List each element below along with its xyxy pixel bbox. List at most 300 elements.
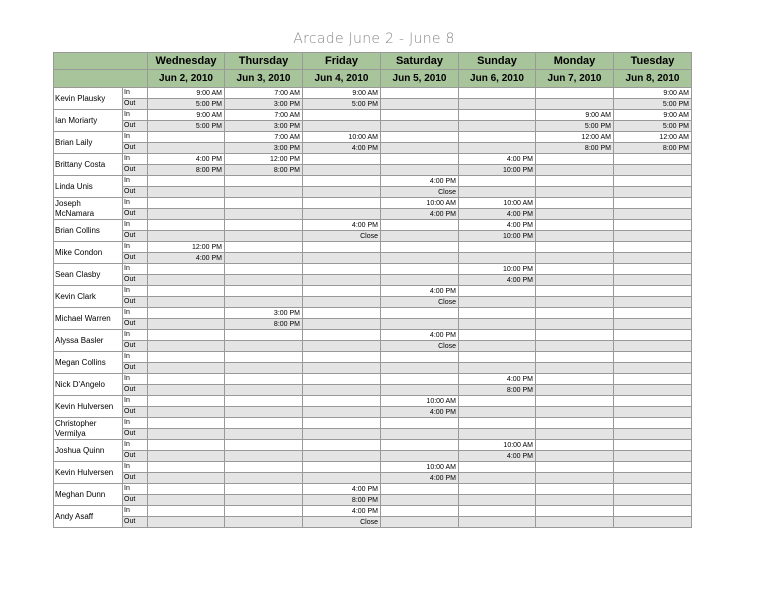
time-cell	[148, 396, 225, 407]
time-cell: 4:00 PM	[459, 374, 536, 385]
time-cell	[303, 110, 381, 121]
time-cell	[459, 495, 536, 506]
employee-out-row	[54, 363, 692, 374]
in-label: In	[123, 198, 148, 209]
employee-name: Kevin Plausky	[54, 88, 123, 110]
time-cell	[614, 319, 692, 330]
time-cell	[459, 308, 536, 319]
employee-out-row	[54, 165, 692, 176]
in-label: In	[123, 308, 148, 319]
time-cell	[536, 176, 614, 187]
in-label: In	[123, 330, 148, 341]
time-cell: 8:00 PM	[225, 165, 303, 176]
time-cell	[614, 154, 692, 165]
time-cell	[148, 176, 225, 187]
employee-name: Nick D'Angelo	[54, 374, 123, 396]
time-cell: 4:00 PM	[381, 473, 459, 484]
time-cell	[459, 286, 536, 297]
time-cell	[148, 341, 225, 352]
time-cell	[381, 451, 459, 462]
time-cell	[148, 363, 225, 374]
time-cell	[381, 308, 459, 319]
time-cell: 4:00 PM	[303, 506, 381, 517]
employee-out-row	[54, 297, 692, 308]
time-cell	[381, 517, 459, 528]
time-cell	[148, 352, 225, 363]
time-cell: 4:00 PM	[381, 407, 459, 418]
time-cell	[303, 264, 381, 275]
time-cell	[225, 253, 303, 264]
time-cell	[225, 385, 303, 396]
time-cell	[536, 319, 614, 330]
time-cell	[148, 473, 225, 484]
time-cell	[614, 297, 692, 308]
time-cell	[459, 319, 536, 330]
time-cell	[614, 407, 692, 418]
time-cell	[459, 352, 536, 363]
time-cell	[381, 121, 459, 132]
time-cell	[536, 198, 614, 209]
employee-in-row	[54, 506, 692, 517]
time-cell	[536, 451, 614, 462]
time-cell: 12:00 AM	[536, 132, 614, 143]
time-cell: 5:00 PM	[148, 99, 225, 110]
employee-name: Alyssa Basler	[54, 330, 123, 352]
time-cell	[459, 143, 536, 154]
time-cell	[303, 473, 381, 484]
time-cell	[225, 429, 303, 440]
out-label: Out	[123, 121, 148, 132]
time-cell	[225, 352, 303, 363]
time-cell	[225, 495, 303, 506]
out-label: Out	[123, 473, 148, 484]
time-cell: 8:00 PM	[459, 385, 536, 396]
time-cell: 3:00 PM	[225, 121, 303, 132]
in-label: In	[123, 418, 148, 429]
time-cell	[536, 396, 614, 407]
time-cell	[536, 407, 614, 418]
time-cell	[303, 385, 381, 396]
time-cell	[148, 429, 225, 440]
time-cell	[536, 440, 614, 451]
time-cell	[614, 176, 692, 187]
time-cell	[536, 484, 614, 495]
time-cell	[148, 132, 225, 143]
time-cell	[381, 385, 459, 396]
time-cell	[225, 363, 303, 374]
time-cell	[303, 374, 381, 385]
time-cell	[459, 341, 536, 352]
time-cell	[225, 198, 303, 209]
time-cell	[614, 330, 692, 341]
employee-in-row	[54, 176, 692, 187]
employee-in-row	[54, 352, 692, 363]
time-cell	[148, 385, 225, 396]
date-header: Jun 5, 2010	[381, 70, 459, 88]
time-cell	[381, 165, 459, 176]
time-cell	[381, 264, 459, 275]
time-cell	[303, 462, 381, 473]
date-header-row	[54, 70, 692, 88]
day-header: Saturday	[381, 53, 459, 70]
time-cell	[536, 352, 614, 363]
time-cell	[459, 253, 536, 264]
time-cell	[381, 352, 459, 363]
time-cell	[225, 451, 303, 462]
time-cell	[614, 275, 692, 286]
time-cell	[148, 374, 225, 385]
corner-cell	[54, 70, 148, 88]
time-cell	[459, 396, 536, 407]
time-cell	[381, 253, 459, 264]
employee-in-row	[54, 286, 692, 297]
employee-in-row	[54, 220, 692, 231]
day-header: Monday	[536, 53, 614, 70]
time-cell	[614, 220, 692, 231]
in-label: In	[123, 374, 148, 385]
employee-in-row	[54, 462, 692, 473]
time-cell	[459, 110, 536, 121]
time-cell	[148, 308, 225, 319]
time-cell	[536, 517, 614, 528]
in-label: In	[123, 484, 148, 495]
out-label: Out	[123, 143, 148, 154]
time-cell	[614, 187, 692, 198]
time-cell	[303, 297, 381, 308]
time-cell	[614, 396, 692, 407]
time-cell	[381, 220, 459, 231]
time-cell	[614, 264, 692, 275]
time-cell	[148, 187, 225, 198]
employee-in-row	[54, 308, 692, 319]
time-cell	[536, 429, 614, 440]
page-title: Arcade June 2 - June 8	[293, 31, 455, 47]
time-cell	[381, 440, 459, 451]
employee-name: Megan Collins	[54, 352, 123, 374]
in-label: In	[123, 352, 148, 363]
time-cell	[381, 506, 459, 517]
out-label: Out	[123, 275, 148, 286]
employee-name: Brian Laily	[54, 132, 123, 154]
time-cell	[303, 176, 381, 187]
time-cell: 10:00 PM	[459, 264, 536, 275]
time-cell	[459, 429, 536, 440]
in-label: In	[123, 286, 148, 297]
time-cell	[303, 308, 381, 319]
time-cell: 9:00 AM	[148, 110, 225, 121]
time-cell	[536, 165, 614, 176]
time-cell	[614, 352, 692, 363]
time-cell	[303, 154, 381, 165]
employee-out-row	[54, 429, 692, 440]
employee-out-row	[54, 253, 692, 264]
time-cell	[381, 319, 459, 330]
time-cell	[536, 506, 614, 517]
employee-name: Michael Warren	[54, 308, 123, 330]
time-cell: 4:00 PM	[381, 330, 459, 341]
day-header-row	[54, 53, 692, 70]
time-cell	[614, 418, 692, 429]
time-cell	[225, 506, 303, 517]
time-cell	[148, 231, 225, 242]
out-label: Out	[123, 363, 148, 374]
time-cell	[614, 253, 692, 264]
time-cell	[536, 286, 614, 297]
time-cell: 8:00 PM	[536, 143, 614, 154]
time-cell	[459, 176, 536, 187]
out-label: Out	[123, 319, 148, 330]
time-cell	[303, 418, 381, 429]
in-label: In	[123, 506, 148, 517]
in-label: In	[123, 132, 148, 143]
time-cell	[225, 484, 303, 495]
date-header: Jun 8, 2010	[614, 70, 692, 88]
time-cell	[614, 341, 692, 352]
time-cell	[536, 154, 614, 165]
time-cell	[225, 374, 303, 385]
time-cell	[381, 99, 459, 110]
time-cell	[148, 462, 225, 473]
day-header: Wednesday	[148, 53, 225, 70]
employee-name: Brian Collins	[54, 220, 123, 242]
time-cell: 4:00 PM	[148, 154, 225, 165]
out-label: Out	[123, 407, 148, 418]
employee-in-row	[54, 396, 692, 407]
time-cell	[148, 286, 225, 297]
time-cell	[148, 297, 225, 308]
time-cell	[381, 429, 459, 440]
time-cell	[381, 275, 459, 286]
time-cell	[381, 418, 459, 429]
time-cell	[536, 231, 614, 242]
time-cell	[148, 275, 225, 286]
time-cell	[225, 297, 303, 308]
time-cell	[459, 99, 536, 110]
out-label: Out	[123, 253, 148, 264]
day-header: Thursday	[225, 53, 303, 70]
in-label: In	[123, 88, 148, 99]
time-cell: 7:00 AM	[225, 110, 303, 121]
employee-in-row	[54, 132, 692, 143]
employee-out-row	[54, 473, 692, 484]
time-cell	[225, 209, 303, 220]
time-cell	[459, 484, 536, 495]
time-cell	[148, 198, 225, 209]
employee-out-row	[54, 341, 692, 352]
out-label: Out	[123, 451, 148, 462]
time-cell: 7:00 AM	[225, 132, 303, 143]
time-cell	[536, 385, 614, 396]
employee-name: Brittany Costa	[54, 154, 123, 176]
time-cell	[225, 407, 303, 418]
employee-in-row	[54, 198, 692, 209]
time-cell	[381, 143, 459, 154]
out-label: Out	[123, 231, 148, 242]
time-cell	[148, 143, 225, 154]
employee-name: Andy Asaff	[54, 506, 123, 528]
time-cell: 8:00 PM	[225, 319, 303, 330]
time-cell	[225, 440, 303, 451]
time-cell: 9:00 AM	[614, 110, 692, 121]
time-cell	[614, 385, 692, 396]
employee-out-row	[54, 451, 692, 462]
time-cell	[148, 407, 225, 418]
time-cell: 10:00 AM	[381, 396, 459, 407]
time-cell	[614, 198, 692, 209]
employee-name: Ian Moriarty	[54, 110, 123, 132]
date-header: Jun 7, 2010	[536, 70, 614, 88]
time-cell	[459, 517, 536, 528]
employee-name: Kevin Clark	[54, 286, 123, 308]
in-label: In	[123, 396, 148, 407]
time-cell	[303, 429, 381, 440]
time-cell	[225, 418, 303, 429]
time-cell: 4:00 PM	[303, 220, 381, 231]
time-cell: Close	[381, 187, 459, 198]
out-label: Out	[123, 385, 148, 396]
employee-out-row	[54, 231, 692, 242]
time-cell	[225, 330, 303, 341]
time-cell	[148, 495, 225, 506]
employee-in-row	[54, 88, 692, 99]
day-header: Tuesday	[614, 53, 692, 70]
out-label: Out	[123, 517, 148, 528]
out-label: Out	[123, 429, 148, 440]
time-cell	[303, 209, 381, 220]
time-cell	[614, 473, 692, 484]
time-cell	[536, 473, 614, 484]
time-cell	[148, 440, 225, 451]
time-cell	[459, 132, 536, 143]
time-cell	[536, 99, 614, 110]
time-cell: 3:00 PM	[225, 99, 303, 110]
time-cell: 4:00 PM	[381, 176, 459, 187]
time-cell: 4:00 PM	[303, 484, 381, 495]
time-cell: 3:00 PM	[225, 143, 303, 154]
employee-in-row	[54, 418, 692, 429]
time-cell: 9:00 AM	[536, 110, 614, 121]
time-cell: Close	[381, 341, 459, 352]
time-cell	[614, 462, 692, 473]
employee-out-row	[54, 209, 692, 220]
time-cell	[303, 121, 381, 132]
time-cell	[536, 374, 614, 385]
time-cell: 4:00 PM	[148, 253, 225, 264]
time-cell	[536, 363, 614, 374]
time-cell: 10:00 AM	[381, 198, 459, 209]
time-cell	[303, 198, 381, 209]
employee-out-row	[54, 517, 692, 528]
time-cell: 8:00 PM	[303, 495, 381, 506]
time-cell	[148, 418, 225, 429]
time-cell: 4:00 PM	[459, 220, 536, 231]
in-label: In	[123, 220, 148, 231]
time-cell	[614, 517, 692, 528]
time-cell	[614, 165, 692, 176]
time-cell	[614, 440, 692, 451]
time-cell	[225, 473, 303, 484]
time-cell	[381, 154, 459, 165]
out-label: Out	[123, 297, 148, 308]
time-cell	[303, 341, 381, 352]
time-cell	[225, 341, 303, 352]
employee-name: Meghan Dunn	[54, 484, 123, 506]
in-label: In	[123, 110, 148, 121]
time-cell	[225, 231, 303, 242]
time-cell	[536, 242, 614, 253]
time-cell: 12:00 PM	[148, 242, 225, 253]
in-label: In	[123, 154, 148, 165]
time-cell	[303, 253, 381, 264]
time-cell	[536, 495, 614, 506]
time-cell	[614, 495, 692, 506]
time-cell	[459, 363, 536, 374]
time-cell: 10:00 PM	[459, 165, 536, 176]
time-cell	[614, 506, 692, 517]
time-cell	[148, 330, 225, 341]
time-cell	[536, 308, 614, 319]
time-cell	[381, 231, 459, 242]
time-cell	[381, 242, 459, 253]
time-cell: 4:00 PM	[459, 275, 536, 286]
time-cell: 4:00 PM	[459, 209, 536, 220]
time-cell	[148, 220, 225, 231]
time-cell	[536, 209, 614, 220]
time-cell: 5:00 PM	[614, 121, 692, 132]
out-label: Out	[123, 187, 148, 198]
time-cell	[303, 440, 381, 451]
time-cell	[536, 187, 614, 198]
time-cell	[614, 429, 692, 440]
time-cell	[614, 451, 692, 462]
time-cell	[225, 517, 303, 528]
in-label: In	[123, 176, 148, 187]
time-cell: 8:00 PM	[614, 143, 692, 154]
employee-name: Linda Unis	[54, 176, 123, 198]
out-label: Out	[123, 165, 148, 176]
time-cell	[148, 209, 225, 220]
employee-in-row	[54, 154, 692, 165]
time-cell	[459, 88, 536, 99]
time-cell	[303, 187, 381, 198]
time-cell	[614, 286, 692, 297]
time-cell: 4:00 PM	[303, 143, 381, 154]
corner-cell	[54, 53, 148, 70]
time-cell	[225, 264, 303, 275]
time-cell	[303, 451, 381, 462]
employee-out-row	[54, 407, 692, 418]
time-cell	[459, 297, 536, 308]
employee-out-row	[54, 385, 692, 396]
time-cell: 5:00 PM	[148, 121, 225, 132]
time-cell: Close	[303, 231, 381, 242]
time-cell: Close	[303, 517, 381, 528]
time-cell: 10:00 AM	[459, 198, 536, 209]
time-cell	[459, 506, 536, 517]
time-cell	[536, 330, 614, 341]
time-cell	[303, 275, 381, 286]
time-cell	[614, 308, 692, 319]
out-label: Out	[123, 341, 148, 352]
day-header: Sunday	[459, 53, 536, 70]
time-cell	[614, 374, 692, 385]
time-cell: 3:00 PM	[225, 308, 303, 319]
employee-out-row	[54, 275, 692, 286]
time-cell	[381, 374, 459, 385]
date-header: Jun 3, 2010	[225, 70, 303, 88]
employee-in-row	[54, 242, 692, 253]
time-cell	[148, 264, 225, 275]
